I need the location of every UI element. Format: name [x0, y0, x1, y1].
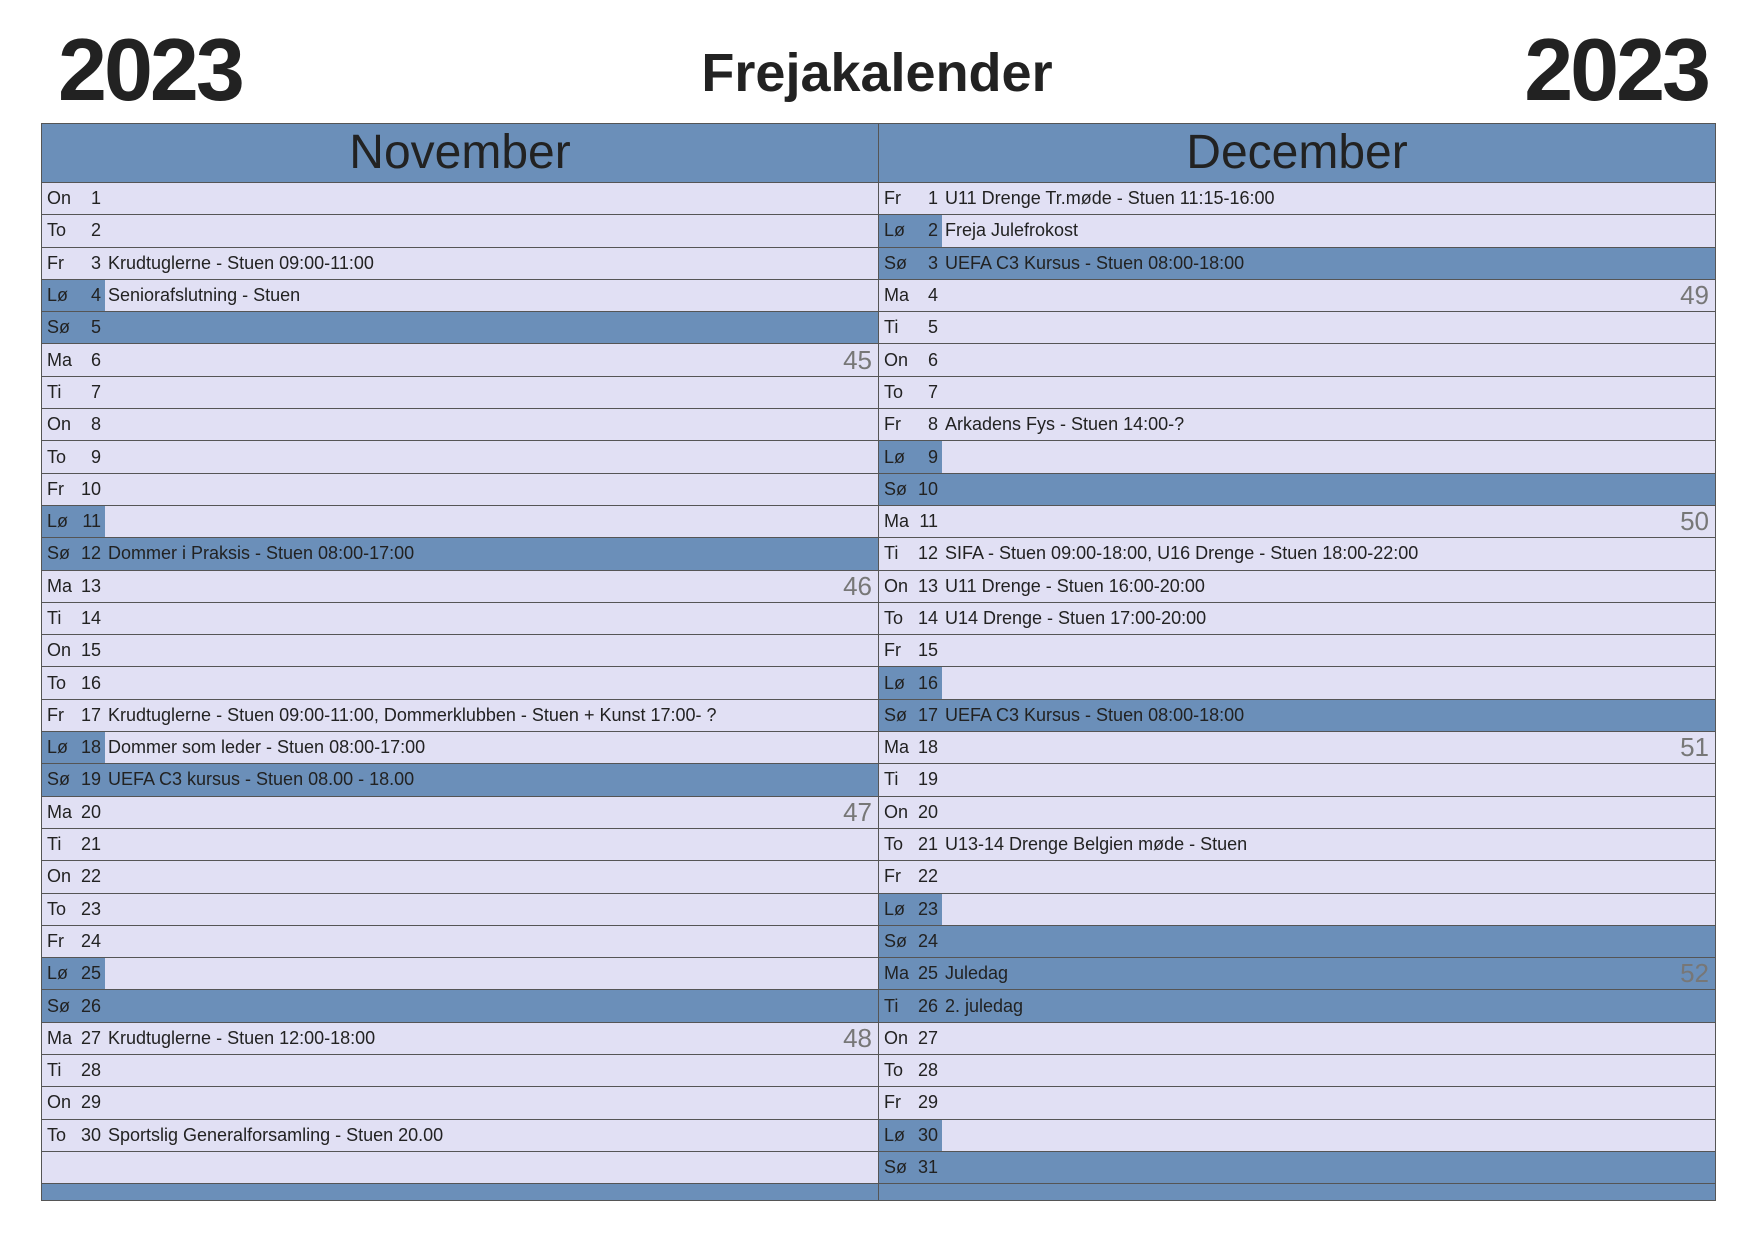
day-row	[42, 441, 878, 473]
weekday-name: Lø	[47, 511, 69, 532]
day-label	[42, 571, 105, 602]
weekday-name: Lø	[47, 963, 69, 984]
day-row	[879, 183, 1715, 215]
day-number: 1	[927, 188, 938, 209]
day-row	[879, 958, 1715, 990]
event-text: U11 Drenge Tr.møde - Stuen 11:15-16:00	[945, 188, 1275, 209]
day-row	[42, 958, 878, 990]
day-label	[879, 215, 942, 246]
day-number: 11	[82, 511, 101, 532]
day-row	[879, 603, 1715, 635]
day-row	[879, 926, 1715, 958]
day-row	[879, 474, 1715, 506]
day-label	[879, 635, 942, 666]
day-number: 14	[80, 608, 101, 628]
weekday-name: Lø	[884, 898, 906, 919]
event-text: SIFA - Stuen 09:00-18:00, U16 Drenge - Stuen 18:00-22:00	[945, 543, 1419, 564]
day-row	[42, 603, 878, 635]
day-label	[42, 280, 105, 311]
day-number: 24	[80, 930, 101, 951]
day-label	[42, 603, 105, 634]
month-header: December	[879, 124, 1715, 183]
day-label	[879, 958, 942, 989]
day-label	[42, 894, 105, 925]
day-number: 3	[90, 252, 101, 273]
day-row	[42, 667, 878, 699]
day-number: 28	[917, 1060, 938, 1081]
day-number: 25	[917, 963, 938, 984]
weekday-name: Ma	[47, 801, 73, 822]
day-number: 10	[80, 478, 101, 499]
day-row	[879, 1023, 1715, 1055]
day-row	[42, 1023, 878, 1055]
day-row	[879, 1055, 1715, 1087]
day-number: 6	[90, 349, 101, 370]
day-label	[42, 700, 105, 731]
day-number: 20	[80, 801, 101, 822]
weekday-name: To	[884, 1060, 904, 1081]
day-number: 28	[80, 1060, 101, 1081]
day-number: 19	[80, 769, 101, 790]
weekday-name: Ti	[884, 995, 899, 1016]
day-number: 13	[80, 575, 101, 596]
day-number: 6	[927, 349, 938, 370]
weekday-name: Ti	[47, 608, 62, 628]
day-row	[879, 797, 1715, 829]
day-row	[42, 183, 878, 215]
weekday-name: On	[47, 640, 72, 661]
weekday-name: Sø	[884, 1157, 908, 1178]
day-row	[42, 280, 878, 312]
day-label	[879, 1055, 942, 1086]
day-row	[42, 409, 878, 441]
day-number: 12	[917, 543, 938, 564]
event-text: Krudtuglerne - Stuen 09:00-11:00, Dommerklubben - Stuen + Kunst 17:00- ?	[108, 704, 717, 725]
weekday-name: Fr	[47, 930, 64, 951]
day-row	[42, 1152, 878, 1184]
day-row	[879, 344, 1715, 376]
week-number: 47	[843, 796, 872, 827]
weekday-name: On	[47, 1092, 72, 1113]
day-number: 30	[917, 1124, 938, 1145]
day-row	[879, 215, 1715, 247]
day-row	[42, 215, 878, 247]
day-label	[42, 538, 105, 569]
event-text: U13-14 Drenge Belgien møde - Stuen	[945, 834, 1248, 855]
day-row	[879, 700, 1715, 732]
weekday-name: Sø	[47, 769, 71, 790]
day-number: 20	[917, 801, 938, 822]
day-label	[879, 1023, 942, 1054]
day-label	[879, 474, 942, 505]
weekday-name: Fr	[884, 866, 901, 887]
day-label	[42, 797, 105, 828]
weekday-name: Ti	[47, 834, 62, 855]
day-row	[879, 990, 1715, 1022]
weekday-name: Ma	[47, 575, 73, 596]
weekday-name: Ma	[884, 737, 910, 758]
day-number: 10	[917, 478, 938, 499]
day-row	[42, 926, 878, 958]
event-text: Krudtuglerne - Stuen 12:00-18:00	[108, 1027, 376, 1048]
day-label	[42, 990, 105, 1021]
day-number: 16	[80, 672, 101, 693]
day-number: 30	[80, 1124, 101, 1145]
weekday-name: To	[884, 608, 904, 628]
day-label	[879, 1087, 942, 1118]
day-label	[42, 764, 105, 795]
day-label	[879, 377, 942, 408]
day-label	[42, 248, 105, 279]
day-number: 23	[917, 898, 938, 919]
event-text: Sportslig Generalforsamling - Stuen 20.00	[108, 1124, 444, 1145]
day-number: 5	[927, 317, 938, 338]
weekday-name: Sø	[47, 317, 71, 338]
day-label	[879, 700, 942, 731]
day-row	[42, 344, 878, 376]
day-list	[42, 183, 878, 1188]
month-november	[42, 124, 878, 1200]
day-label	[879, 312, 942, 343]
weekday-name: Lø	[47, 285, 69, 306]
day-label	[42, 1152, 105, 1183]
weekday-name: Fr	[884, 640, 901, 661]
weekday-name: To	[884, 381, 904, 402]
day-label	[42, 1120, 105, 1151]
day-number: 9	[927, 446, 938, 467]
day-number: 7	[927, 381, 938, 402]
day-row	[42, 700, 878, 732]
day-row	[42, 1055, 878, 1087]
weekday-name: Ti	[884, 317, 899, 338]
weekday-name: Sø	[884, 930, 908, 951]
month-header: November	[42, 124, 878, 183]
day-label	[879, 603, 942, 634]
weekday-name: Ma	[884, 963, 910, 984]
day-label	[879, 829, 942, 860]
weekday-name: Ma	[884, 285, 910, 306]
day-label	[879, 990, 942, 1021]
event-text: Seniorafslutning - Stuen	[108, 285, 301, 306]
day-number: 2	[927, 220, 938, 241]
weekday-name: Sø	[884, 252, 908, 273]
day-label	[42, 635, 105, 666]
day-number: 17	[917, 704, 938, 725]
weekday-name: Ma	[47, 349, 73, 370]
day-number: 2	[90, 220, 101, 241]
day-number: 8	[927, 414, 938, 435]
day-row	[879, 506, 1715, 538]
page-title: Frejakalender	[701, 43, 1053, 103]
weekday-name: On	[884, 1027, 909, 1048]
day-row	[42, 312, 878, 344]
day-number: 24	[917, 930, 938, 951]
day-number: 3	[927, 252, 938, 273]
day-label	[42, 667, 105, 698]
day-label	[42, 183, 105, 214]
weekday-name: Sø	[884, 704, 908, 725]
day-label	[42, 1087, 105, 1118]
day-label	[879, 409, 942, 440]
year-left: 2023	[58, 20, 242, 119]
day-number: 18	[917, 737, 938, 758]
day-label	[42, 377, 105, 408]
event-text: Krudtuglerne - Stuen 09:00-11:00	[108, 252, 374, 273]
day-number: 22	[917, 866, 938, 887]
week-number: 48	[843, 1022, 872, 1053]
event-text: UEFA C3 Kursus - Stuen 08:00-18:00	[945, 704, 1245, 725]
week-number: 49	[1680, 280, 1709, 311]
weekday-name: Fr	[884, 414, 901, 435]
day-label	[879, 280, 942, 311]
day-label	[879, 571, 942, 602]
day-row	[42, 1087, 878, 1119]
day-number: 26	[917, 995, 938, 1016]
day-row	[42, 377, 878, 409]
day-label	[879, 344, 942, 375]
event-text: Freja Julefrokost	[945, 220, 1079, 241]
day-label	[42, 215, 105, 246]
event-text: 2. juledag	[945, 995, 1024, 1016]
day-row	[879, 409, 1715, 441]
day-label	[42, 1055, 105, 1086]
day-number: 4	[90, 285, 101, 306]
weekday-name: Ti	[884, 543, 899, 564]
day-number: 21	[917, 834, 938, 855]
day-number: 25	[80, 963, 101, 984]
day-row	[42, 990, 878, 1022]
day-number: 27	[917, 1027, 938, 1048]
day-label	[879, 926, 942, 957]
day-row	[879, 861, 1715, 893]
weekday-name: Sø	[47, 995, 71, 1016]
weekday-name: Lø	[884, 446, 906, 467]
day-row	[879, 312, 1715, 344]
event-text: UEFA C3 kursus - Stuen 08.00 - 18.00	[108, 769, 415, 790]
day-row	[42, 571, 878, 603]
weekday-name: Lø	[47, 737, 69, 758]
day-number: 4	[927, 285, 938, 306]
day-label	[879, 667, 942, 698]
weekday-name: Sø	[884, 478, 908, 499]
day-label	[42, 441, 105, 472]
day-label	[879, 506, 942, 537]
day-number: 15	[917, 640, 938, 661]
day-row	[879, 248, 1715, 280]
day-row	[42, 474, 878, 506]
weekday-name: Ti	[884, 769, 899, 790]
weekday-name: To	[47, 898, 67, 919]
weekday-name: Lø	[884, 220, 906, 241]
day-label	[879, 1120, 942, 1151]
day-label	[42, 344, 105, 375]
week-number: 52	[1680, 958, 1709, 989]
day-row	[42, 1120, 878, 1152]
day-row	[879, 635, 1715, 667]
day-label	[42, 958, 105, 989]
week-number: 45	[843, 344, 872, 375]
day-row	[42, 861, 878, 893]
day-number: 13	[917, 575, 938, 596]
weekday-name: Fr	[47, 704, 64, 725]
day-label	[879, 764, 942, 795]
day-number: 21	[80, 834, 101, 855]
weekday-name: Ma	[47, 1027, 73, 1048]
event-text: U14 Drenge - Stuen 17:00-20:00	[945, 608, 1207, 628]
day-label	[42, 829, 105, 860]
day-list	[879, 183, 1715, 1188]
day-row	[42, 732, 878, 764]
weekday-name: To	[47, 1124, 67, 1145]
day-row	[879, 829, 1715, 861]
weekday-name: Fr	[47, 478, 64, 499]
day-label	[879, 732, 942, 763]
day-row	[879, 377, 1715, 409]
day-row	[42, 635, 878, 667]
weekday-name: On	[884, 801, 909, 822]
day-row	[42, 829, 878, 861]
day-row	[42, 764, 878, 796]
event-text: UEFA C3 Kursus - Stuen 08:00-18:00	[945, 252, 1245, 273]
weekday-name: Sø	[47, 543, 71, 564]
event-text: Juledag	[945, 963, 1009, 984]
year-right: 2023	[1524, 20, 1708, 119]
weekday-name: On	[47, 188, 72, 209]
week-number: 50	[1680, 506, 1709, 537]
weekday-name: Lø	[884, 672, 906, 693]
day-number: 12	[80, 543, 101, 564]
day-number: 27	[80, 1027, 101, 1048]
week-number: 51	[1680, 732, 1709, 763]
day-label	[42, 506, 105, 537]
day-label	[42, 861, 105, 892]
day-row	[879, 1120, 1715, 1152]
day-label	[879, 1152, 942, 1183]
day-number: 11	[919, 511, 938, 532]
month-december	[878, 124, 1715, 1200]
day-row	[42, 538, 878, 570]
day-row	[42, 506, 878, 538]
day-number: 26	[80, 995, 101, 1016]
day-number: 29	[80, 1092, 101, 1113]
day-label	[879, 183, 942, 214]
day-label	[42, 732, 105, 763]
day-number: 7	[90, 381, 101, 402]
day-number: 9	[90, 446, 101, 467]
day-number: 29	[917, 1092, 938, 1113]
day-row	[879, 1152, 1715, 1184]
day-number: 15	[80, 640, 101, 661]
day-label	[879, 248, 942, 279]
weekday-name: To	[884, 834, 904, 855]
weekday-name: Ti	[47, 1060, 62, 1081]
day-row	[879, 667, 1715, 699]
day-number: 14	[917, 608, 938, 628]
weekday-name: Lø	[884, 1124, 906, 1145]
day-number: 31	[917, 1157, 938, 1178]
event-text: Dommer i Praksis - Stuen 08:00-17:00	[108, 543, 415, 564]
day-label	[42, 409, 105, 440]
day-row	[879, 538, 1715, 570]
day-row	[42, 248, 878, 280]
day-label	[42, 1023, 105, 1054]
day-row	[879, 280, 1715, 312]
weekday-name: On	[884, 575, 909, 596]
day-number: 19	[917, 769, 938, 790]
day-label	[879, 441, 942, 472]
day-number: 17	[80, 704, 101, 725]
day-number: 8	[90, 414, 101, 435]
day-number: 5	[90, 317, 101, 338]
day-number: 1	[90, 188, 101, 209]
event-text: Arkadens Fys - Stuen 14:00-?	[945, 414, 1185, 435]
day-label	[879, 894, 942, 925]
weekday-name: Fr	[884, 188, 901, 209]
day-row	[42, 797, 878, 829]
week-number: 46	[843, 570, 872, 601]
weekday-name: Ma	[884, 511, 910, 532]
day-number: 23	[80, 898, 101, 919]
day-row	[879, 764, 1715, 796]
bottom-strip	[42, 1188, 878, 1200]
day-row	[42, 894, 878, 926]
weekday-name: On	[47, 414, 72, 435]
day-row	[879, 894, 1715, 926]
day-label	[879, 861, 942, 892]
day-number: 16	[917, 672, 938, 693]
calendar-grid	[41, 123, 1716, 1201]
weekday-name: On	[47, 866, 72, 887]
weekday-name: To	[47, 672, 67, 693]
weekday-name: Fr	[884, 1092, 901, 1113]
event-text: Dommer som leder - Stuen 08:00-17:00	[108, 737, 426, 758]
day-label	[42, 474, 105, 505]
event-text: U11 Drenge - Stuen 16:00-20:00	[945, 575, 1205, 596]
day-number: 22	[80, 866, 101, 887]
day-label	[42, 926, 105, 957]
bottom-strip	[879, 1188, 1715, 1200]
day-row	[879, 1087, 1715, 1119]
weekday-name: To	[47, 220, 67, 241]
day-row	[879, 732, 1715, 764]
day-label	[42, 312, 105, 343]
day-row	[879, 571, 1715, 603]
weekday-name: Ti	[47, 381, 62, 402]
day-label	[879, 797, 942, 828]
day-row	[879, 441, 1715, 473]
weekday-name: To	[47, 446, 67, 467]
day-number: 18	[80, 737, 101, 758]
weekday-name: On	[884, 349, 909, 370]
day-label	[879, 538, 942, 569]
weekday-name: Fr	[47, 252, 64, 273]
